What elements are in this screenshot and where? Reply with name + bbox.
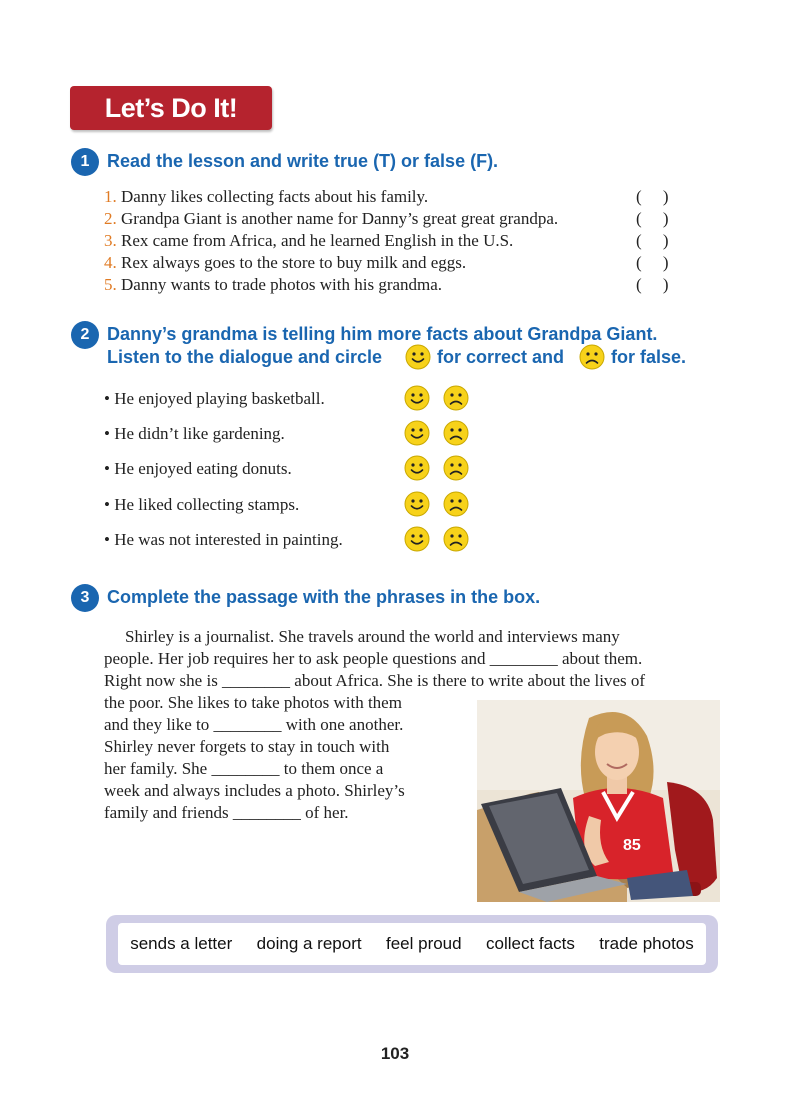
girl-at-laptop-photo: [477, 700, 720, 902]
tf-question-1: [104, 186, 428, 208]
sad-face-icon[interactable]: [443, 385, 469, 411]
passage-line-1: Shirley is a journalist. She travels around the world and interviews many: [125, 627, 620, 646]
sad-face-icon[interactable]: [443, 420, 469, 446]
smiley-face-icon: [405, 344, 431, 370]
section-2-heading-line2a: Listen to the dialogue and circle: [107, 347, 383, 367]
passage-line-7: her family. She ________ to them once a: [104, 759, 384, 778]
smiley-face-icon[interactable]: [404, 385, 430, 411]
answer-blank-4[interactable]: ( ): [636, 253, 669, 272]
answer-blank-3[interactable]: ( ): [636, 231, 669, 250]
tf-question-4: [104, 252, 466, 274]
smiley-face-icon[interactable]: [404, 526, 430, 552]
section-3-number: 3: [71, 584, 99, 612]
tf-question-3: [104, 230, 513, 252]
smiley-face-icon[interactable]: [404, 491, 430, 517]
question-number: 2.: [104, 209, 117, 228]
sad-face-icon[interactable]: [443, 491, 469, 517]
statement-3: • He enjoyed eating donuts.: [104, 459, 292, 478]
answer-blank-5[interactable]: ( ): [636, 275, 669, 294]
smiley-face-icon[interactable]: [404, 420, 430, 446]
answer-blank-1[interactable]: ( ): [636, 187, 669, 206]
section-3-heading: Complete the passage with the phrases in the box.: [107, 587, 541, 607]
passage-line-9: family and friends ________ of her.: [104, 803, 349, 822]
phrase-sends-a-letter: sends a letter: [130, 934, 233, 953]
tf-question-5: [104, 274, 442, 296]
tf-question-2: [104, 208, 558, 230]
sad-face-icon: [579, 344, 605, 370]
phrase-feel-proud: feel proud: [385, 934, 462, 953]
smiley-face-icon[interactable]: [404, 455, 430, 481]
answer-blank-2[interactable]: ( ): [636, 209, 669, 228]
passage-line-6: Shirley never forgets to stay in touch with: [104, 737, 390, 756]
section-2-heading-line2b: for correct and: [437, 347, 565, 367]
passage-line-2: people. Her job requires her to ask people questions and ________ about them.: [104, 649, 643, 668]
question-number: 4.: [104, 253, 117, 272]
passage-line-3: Right now she is ________ about Africa. She is there to write about the lives of: [104, 671, 646, 690]
statement-4: • He liked collecting stamps.: [104, 495, 300, 514]
question-text: Grandpa Giant is another name for Danny’s great great grandpa.: [121, 209, 559, 228]
passage-line-8: week and always includes a photo. Shirley’s: [104, 781, 405, 800]
passage-line-4: the poor. She likes to take photos with them: [104, 693, 402, 712]
question-text: Rex came from Africa, and he learned English in the U.S.: [121, 231, 514, 250]
svg-text:85: 85: [623, 837, 641, 854]
question-text: Rex always goes to the store to buy milk and eggs.: [121, 253, 467, 272]
question-number: 1.: [104, 187, 117, 206]
statement-1: • He enjoyed playing basketball.: [104, 389, 325, 408]
statement-5: • He was not interested in painting.: [104, 530, 343, 549]
question-text: Danny likes collecting facts about his family.: [121, 187, 429, 206]
question-number: 3.: [104, 231, 117, 250]
section-2-heading-line2c: for false.: [611, 347, 687, 367]
section-1-number: 1: [71, 148, 99, 176]
question-number: 5.: [104, 275, 117, 294]
passage-line-5: and they like to ________ with one another.: [104, 715, 404, 734]
page-number: 103: [380, 1044, 410, 1063]
lets-do-it-banner: Let’s Do It!: [70, 86, 272, 130]
phrase-box: [118, 923, 706, 965]
phrase-trade-photos: trade photos: [599, 934, 694, 953]
sad-face-icon[interactable]: [443, 526, 469, 552]
section-1-heading: Read the lesson and write true (T) or false (F).: [107, 151, 499, 171]
question-text: Danny wants to trade photos with his grandma.: [121, 275, 443, 294]
statement-2: • He didn’t like gardening.: [104, 424, 285, 443]
phrase-collect-facts: collect facts: [486, 934, 575, 953]
section-2-number: 2: [71, 321, 99, 349]
section-2-heading-line1: Danny’s grandma is telling him more facts about Grandpa Giant.: [107, 324, 658, 344]
sad-face-icon[interactable]: [443, 455, 469, 481]
phrase-doing-a-report: doing a report: [256, 934, 362, 953]
